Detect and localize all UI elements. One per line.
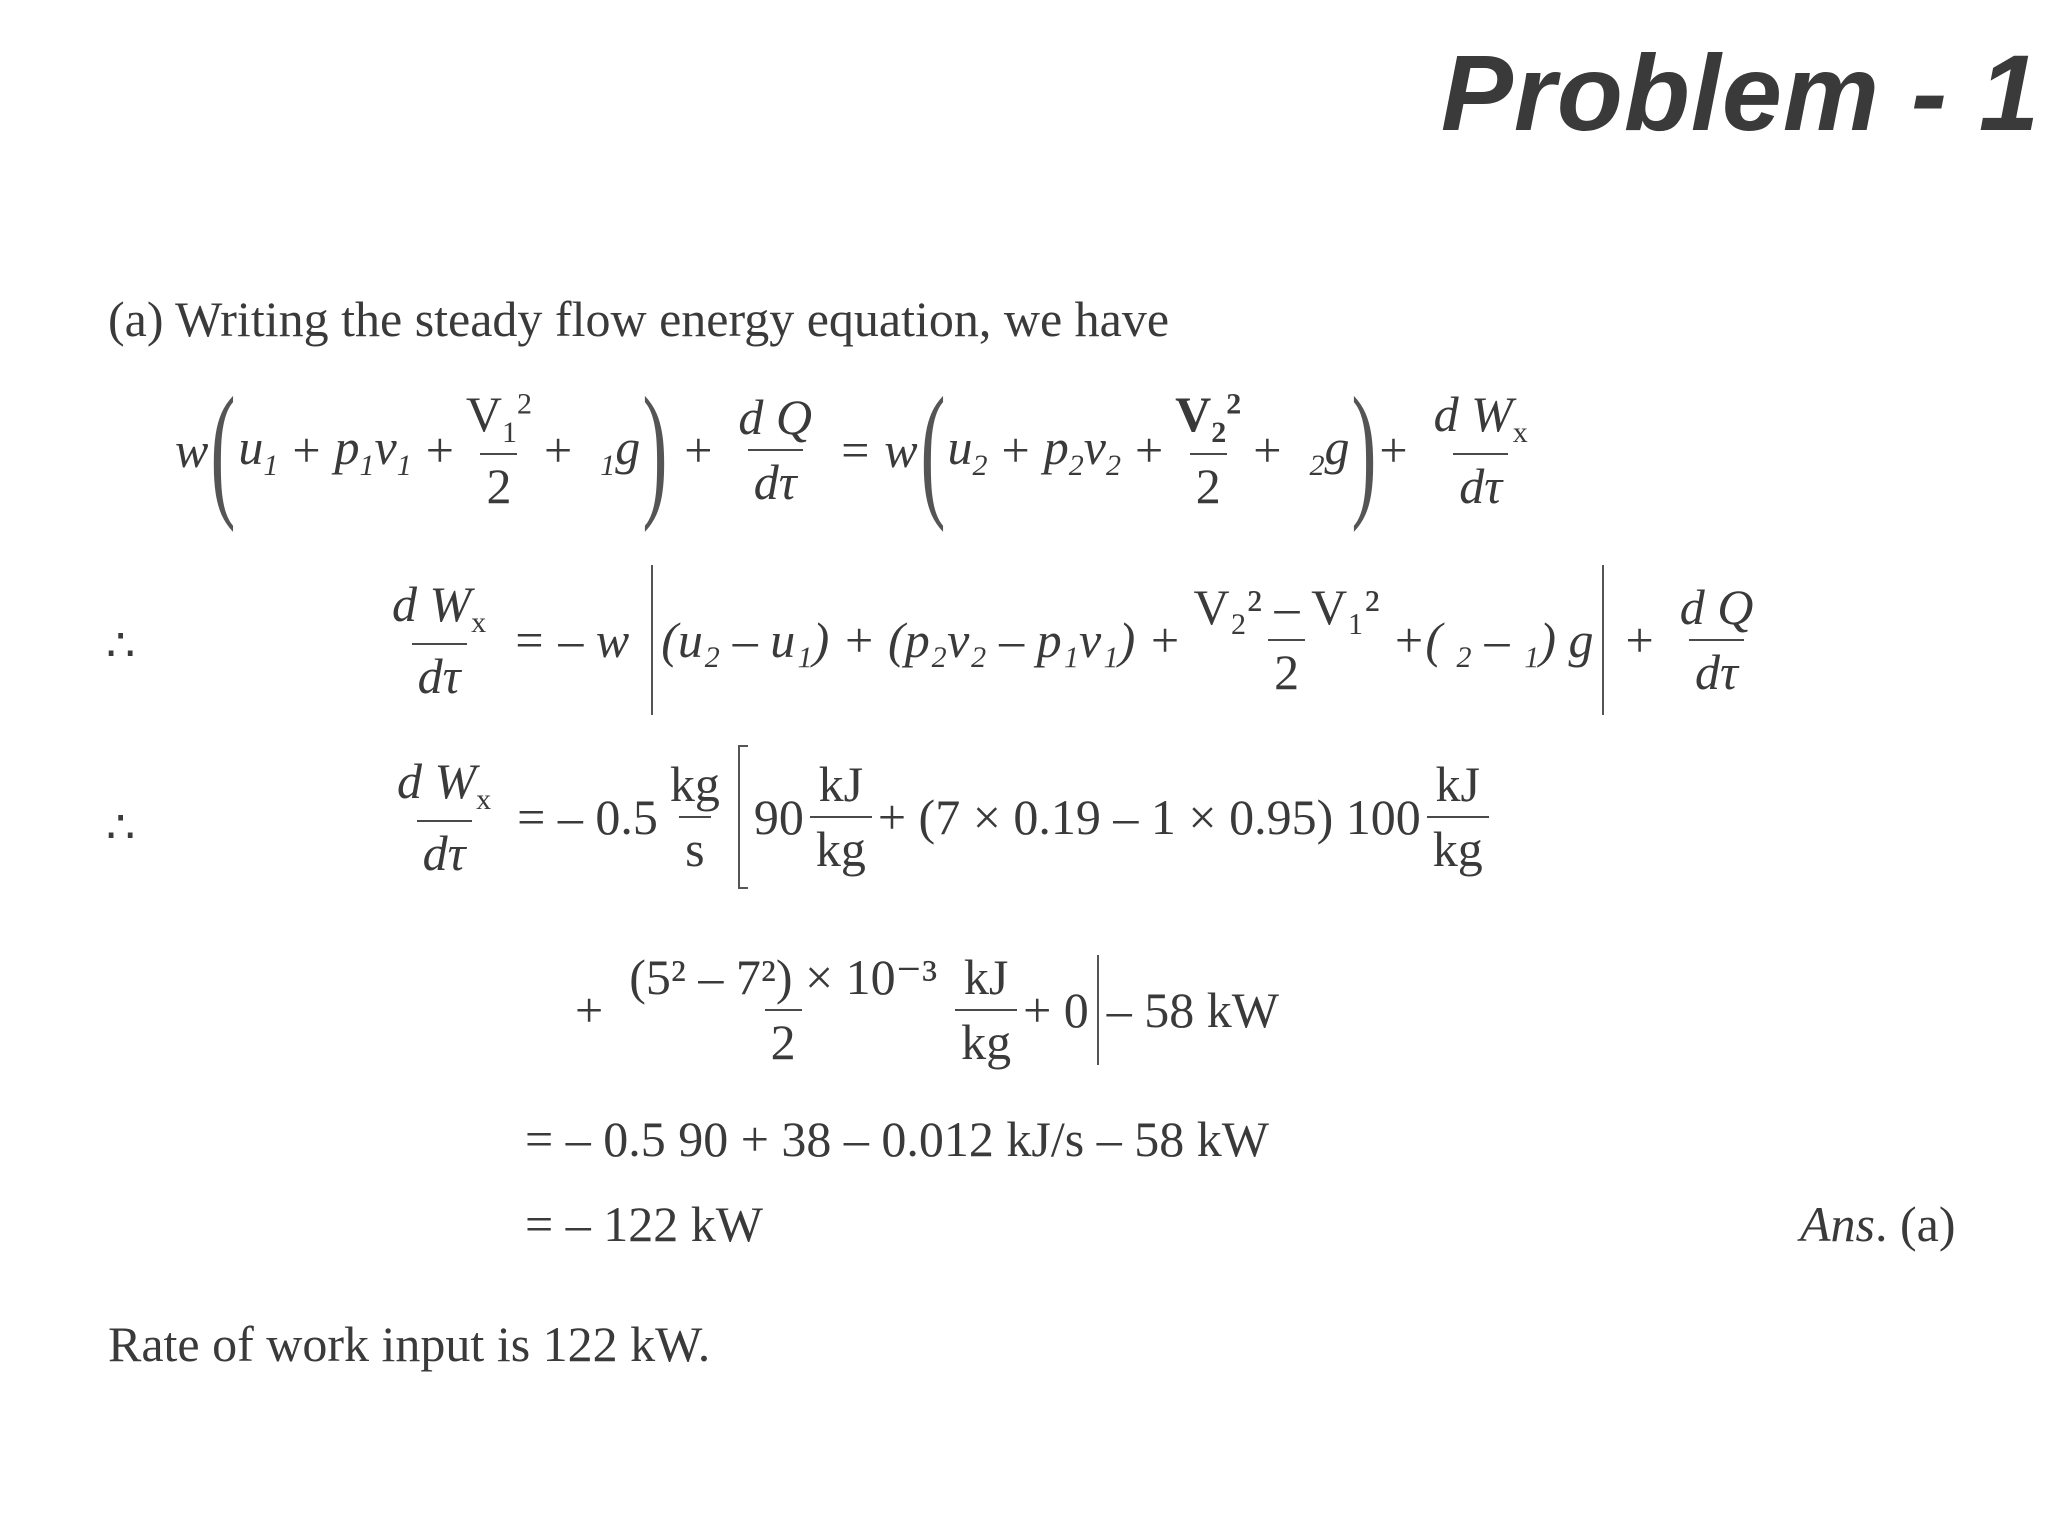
potential-energy-value: + 0 <box>1023 982 1089 1038</box>
kinetic-energy-1-fraction: $\frac{V_1^2}{2}$ <box>465 385 533 514</box>
plus-sign: + <box>1379 422 1408 478</box>
z2g-term: $_2$g <box>1309 418 1350 482</box>
page-title: Problem - 1 <box>1440 32 2040 153</box>
work-rate-fraction: $\frac{d W_x}{d\tau}$ <box>1433 385 1528 514</box>
numerical-substitution-line-2 <box>575 935 1279 1085</box>
sfee-equation <box>175 367 1540 533</box>
plus-sign: + <box>575 982 604 1038</box>
unit-fraction: $\frac{kJ}{kg}$ <box>1427 757 1489 877</box>
plus-sign: + <box>1134 422 1164 478</box>
enthalpy-difference-terms: (u₂ – u₁) + (p₂ν₂ – p₁ν₁) + <box>661 612 1182 668</box>
square-bracket-left <box>738 745 748 889</box>
plus-sign: + <box>1001 422 1030 478</box>
bracket-left <box>651 565 653 715</box>
work-rate-fraction: $\frac{d W_x}{d\tau}$ <box>397 752 492 881</box>
enthalpy-value: 90 <box>753 789 804 845</box>
intro-text: (a) Writing the steady flow energy equation, we have <box>108 291 1170 347</box>
numerical-substitution-line-1 <box>385 752 1495 882</box>
p1v1-term: $p_1\nu_1$ <box>334 418 412 482</box>
plus-sign: + <box>684 422 713 478</box>
work-rate-fraction: $\frac{d W_x}{d\tau}$ <box>392 575 487 704</box>
final-result: = – 122 kW <box>525 1196 763 1252</box>
plus-sign: + <box>425 422 454 478</box>
therefore-symbol: ∴ <box>106 802 136 853</box>
conclusion-text: Rate of work input is 122 kW. <box>108 1316 711 1372</box>
simplified-result: = – 0.5 90 + 38 – 0.012 kJ/s – 58 kW <box>525 1111 1269 1167</box>
answer-label: Ans. (a) <box>1800 1196 1956 1252</box>
plus-sign: + <box>1625 612 1654 668</box>
equals-minus-w: = – w <box>512 612 630 668</box>
plus-sign: + <box>1253 422 1282 478</box>
u1-term: $u_1$ <box>238 418 279 482</box>
plus-sign: + <box>292 422 321 478</box>
heat-rate-value: – 58 kW <box>1106 982 1279 1038</box>
kinetic-energy-2-fraction: $\frac{V_2^2}{2}$ <box>1175 385 1242 514</box>
square-bracket-right <box>1097 955 1099 1065</box>
work-rate-equation <box>380 560 1765 720</box>
equals-coefficient: = – 0.5 <box>517 789 658 845</box>
right-paren: ) <box>1351 367 1377 533</box>
bracket-right <box>1602 565 1604 715</box>
equals-w: = w <box>838 422 918 478</box>
therefore-symbol: ∴ <box>106 620 136 671</box>
heat-rate-fraction: $\frac{\text{d Q}}{d\tau}$ <box>738 389 812 510</box>
kinetic-energy-difference-fraction: $\frac{\text{V₂² – V₁²}}{2}$ <box>1193 579 1380 700</box>
heat-rate-fraction: $\frac{\text{d Q}}{d\tau}$ <box>1679 579 1754 700</box>
z1g-term: $_1$g <box>600 418 641 482</box>
left-paren: ( <box>920 367 946 533</box>
unit-fraction: $\frac{kJ}{kg}$ <box>810 757 872 877</box>
potential-energy-difference: +( ₂ – ₁) g <box>1391 612 1594 668</box>
right-paren: ) <box>642 367 668 533</box>
mass-flow-unit-fraction: $\frac{kg}{s}$ <box>669 756 720 877</box>
unit-fraction: $\frac{kJ}{kg}$ <box>955 950 1017 1070</box>
u2-term: $u_2$ <box>947 418 988 482</box>
kinetic-energy-value-fraction: $\frac{\text{(5² – 7²) × 10⁻³}}{2}$ <box>629 949 938 1070</box>
p2v2-term: $p_2\nu_2$ <box>1043 418 1121 482</box>
plus-sign: + <box>544 422 573 478</box>
pressure-volume-term: + (7 × 0.19 – 1 × 0.95) 100 <box>877 789 1421 845</box>
left-paren: ( <box>210 367 236 533</box>
mass-flow-symbol: w <box>175 422 209 478</box>
